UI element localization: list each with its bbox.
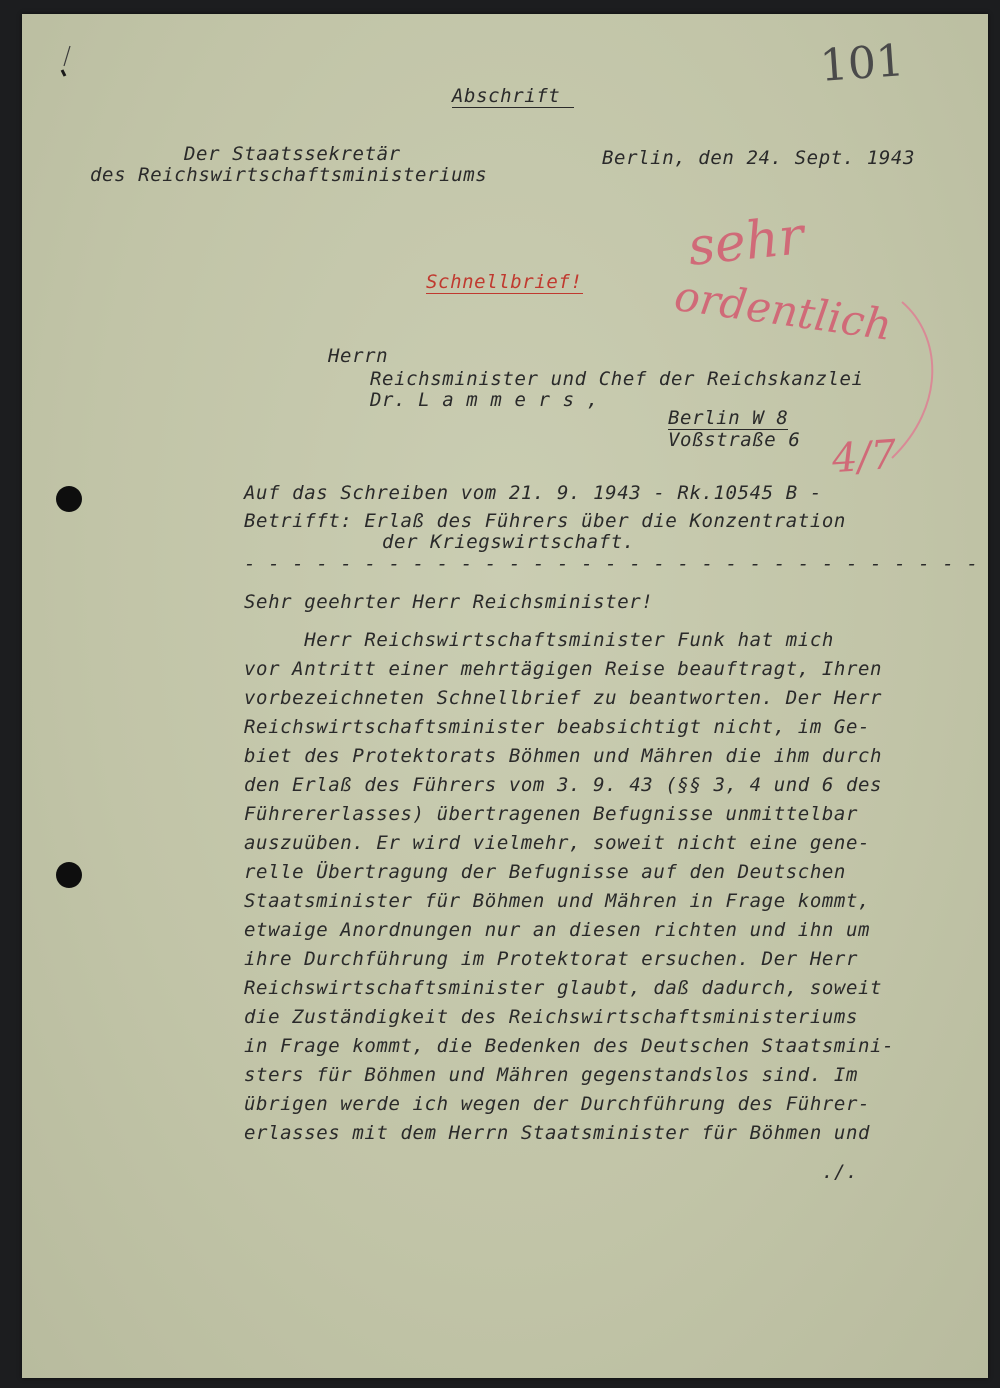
reference-line-1: Auf das Schreiben vom 21. 9. 1943 - Rk.10545 B - — [244, 482, 822, 504]
separator-line: - - - - - - - - - - - - - - - - - - - - - - - - - - - - - - - — [244, 553, 979, 575]
body-line: Herr Reichswirtschaftsminister Funk hat mich — [244, 629, 834, 651]
body-line: etwaige Anordnungen nur an diesen richten und ihn um — [244, 919, 871, 941]
body-line: Führererlasses) übertragenen Befugnisse unmittelbar — [244, 803, 858, 825]
sender-line-2: des Reichswirtschaftsministeriums — [90, 164, 488, 186]
reference-line-3: der Kriegswirtschaft. — [382, 531, 635, 553]
schnellbrief-marker: Schnellbrief! — [426, 271, 583, 293]
body-line: Staatsminister für Böhmen und Mähren in Frage kommt, — [244, 890, 871, 912]
body-line: sters für Böhmen und Mähren gegenstandslos sind. Im — [244, 1064, 858, 1086]
recipient-city: Berlin W 8 — [668, 407, 789, 429]
recipient-line-2: Reichsminister und Chef der Reichskanzlei — [370, 368, 864, 390]
body-line: die Zuständigkeit des Reichswirtschaftsministeriums — [244, 1006, 858, 1028]
body-line: vor Antritt einer mehrtägigen Reise beauftragt, Ihren — [244, 658, 883, 680]
letter-body — [244, 630, 894, 1144]
handwritten-note-line-2: ordentlich — [671, 271, 895, 350]
place-date: Berlin, den 24. Sept. 1943 — [602, 147, 916, 169]
handwritten-note-line-1: sehr — [685, 206, 807, 278]
pencil-mark-icon — [56, 44, 76, 78]
document-page — [22, 14, 988, 1378]
punch-hole-top — [56, 486, 82, 512]
body-line: biet des Protektorats Böhmen und Mähren die ihm durch — [244, 745, 883, 767]
reference-line-2: Betrifft: Erlaß des Führers über die Konzentration — [244, 510, 846, 532]
recipient-street: Voßstraße 6 — [668, 429, 801, 451]
recipient-line-3: Dr. L a m m e r s , — [370, 389, 599, 411]
handwritten-bracket-icon — [882, 296, 952, 466]
body-line: übrigen werde ich wegen der Durchführung des Führer- — [244, 1093, 871, 1115]
body-line: Reichswirtschaftsminister glaubt, daß dadurch, soweit — [244, 977, 883, 999]
handwritten-mark: 4/7 — [830, 431, 898, 483]
body-line: relle Übertragung der Befugnisse auf den Deutschen — [244, 861, 846, 883]
page-number: 101 — [818, 35, 906, 92]
body-line: erlasses mit dem Herrn Staatsminister für Böhmen und — [244, 1122, 871, 1144]
body-line: Reichswirtschaftsminister beabsichtigt nicht, im Ge- — [244, 716, 871, 738]
punch-hole-bottom — [56, 862, 82, 888]
recipient-line-1: Herrn — [328, 345, 389, 367]
body-line: in Frage kommt, die Bedenken des Deutschen Staatsmini- — [244, 1035, 895, 1057]
body-line: ihre Durchführung im Protektorat ersuchen. Der Herr — [244, 948, 858, 970]
body-line: vorbezeichneten Schnellbrief zu beantworten. Der Herr — [244, 687, 883, 709]
heading-abschrift: Abschrift — [452, 86, 574, 108]
body-line: auszuüben. Er wird vielmehr, soweit nicht eine gene- — [244, 832, 871, 854]
body-line: den Erlaß des Führers vom 3. 9. 43 (§§ 3, 4 und 6 des — [244, 774, 883, 796]
sender-line-1: Der Staatssekretär — [184, 143, 401, 165]
salutation: Sehr geehrter Herr Reichsminister! — [244, 591, 654, 613]
continuation-mark: ./. — [822, 1161, 859, 1183]
